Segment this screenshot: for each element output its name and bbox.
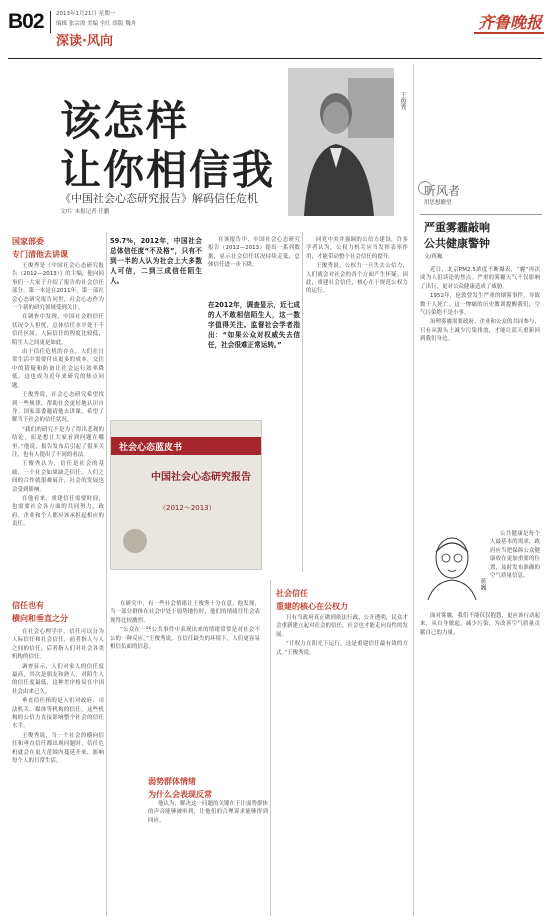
book-emblem (123, 529, 147, 553)
col1-paragraph: 在社会心理学中，信任可以分为人际信任和社会信任，前者指人与人之间的信任，后者指人们对社会各类机构的信任。 (12, 629, 104, 661)
col1-paragraph: 由于信任危机的存在，人们在日常生活中需要付出更多的成本，交往中的猜疑和防备让社会运行效率降低，这也成为近年来研究的热点问题。 (12, 349, 104, 389)
col4-paragraph: 只有当政府真正做到依法行政、公开透明，民众才会重新建立起对社会的信任，社会也才能走向良性的发展。 (276, 615, 408, 638)
sidebar-label: 听风者 (424, 184, 461, 198)
col1-paragraph: 在调查中发现，中国社会的信任状况令人担忧，总体信任水平处于不信任区间。人际信任的程度比较低，陌生人之间更是如此。 (12, 314, 104, 346)
col1-heading-4: 横向和垂直之分 (12, 614, 68, 623)
sidebar-text-top (420, 266, 540, 345)
portrait-figure (288, 68, 394, 216)
sidebar-divider (413, 64, 414, 916)
col4-paragraph: 王俊秀说，公权力一旦失去公信力，人们就会对社会的各个方面产生怀疑。因此，重建社会信任，核心在于规范公权力的运行。 (306, 263, 408, 295)
article-subtitle: 《中国社会心态研究报告》解码信任危机 (60, 192, 258, 205)
sidebar-portrait-sketch (420, 530, 486, 600)
column-3-text (110, 600, 260, 652)
masthead-divider (50, 11, 51, 33)
sidebar-label-sub: 用思想瞭望 (424, 200, 452, 206)
column-4-text-top (306, 236, 408, 297)
col1-heading-2: 专门清他去讲课 (12, 250, 68, 259)
col1-paragraph: 在他看来，重建信任需要时间，也需要社会各方面的共同努力，政府、企业和个人都应该承担起相应的责任。 (12, 495, 104, 528)
book-title: 中国社会心态研究报告 (151, 472, 251, 483)
col4-heading-2: 重建的核心在公权力 (276, 602, 348, 611)
column-1-text-b (12, 628, 104, 767)
report-book-cover (110, 420, 262, 570)
col3-paragraph: 在研究中，有一些社会情绪让王俊秀十分在意。他发现，当一部分群体在社会中处于弱势地位时，他们的情绪往往会表现得比较激烈。 (110, 601, 260, 624)
column-1-text (12, 262, 104, 530)
sidebar-text-bottom (420, 612, 540, 638)
column-2-lead: 59.7%，2012年，中国社会总体信任度“不及格”，只有不到一半的人认为社会上大多数人可信，二到三成信任陌生人。 (110, 237, 202, 285)
headline-line2: 让你相信我 (60, 146, 275, 194)
page-code: B02 (8, 10, 44, 33)
col4-paragraph: “让权力在阳光下运行，这是重建信任最有效的方式。”王俊秀说。 (276, 641, 408, 656)
col1-paragraph: 调查显示，人们对家人的信任度最高，其次是朋友和熟人，对陌生人的信任度最低，这种差序格局在中国社会由来已久。 (12, 663, 104, 695)
col3-heading: 弱势群体情绪 (148, 777, 196, 786)
sidebar-title-line2: 公共健康警钟 (424, 237, 490, 250)
date-line: 2013年1月21日 星期一 (56, 11, 116, 17)
brand-logo: 齐鲁晚报 (478, 13, 543, 32)
masthead (8, 8, 542, 58)
column-3-text-b (148, 800, 268, 826)
article-byline: 文/片 本报记者 任鹏 (60, 209, 110, 215)
sidebar-paragraph: 1952年，伦敦曾发生严重的烟雾事件，导致数千人死亡。这一惨痛的历史教训提醒我们，空气污染绝不是小事。 (420, 293, 540, 317)
column-2-text (208, 236, 300, 271)
column-divider (106, 232, 107, 916)
col1-paragraph: 王俊秀是《中国社会心态研究报告（2012—2013）》的主编，他向同事们一大家子介绍了报告的社会信任部分，第一本是在2011年，第一部社会心态研究报告问世，社会心态作为一个新的研究领域受到关注。 (12, 263, 104, 312)
column-1-head (12, 236, 104, 260)
col4-paragraph: 同党中央并强调的公信力建设，许多学者认为，公权力机关应当发挥表率作用，才能带动整个社会信任的提升。 (306, 237, 408, 260)
photo-caption: 王俊秀 (399, 92, 406, 110)
book-series-title: 社会心态蓝皮书 (119, 443, 183, 453)
sidebar-paragraph: 近日，北京PM2.5浓度不断爆表，“霾”再次成为人们谈论的焦点。严重的雾霾天气不仅影响了出行，更对公众健康造成了威胁。 (420, 267, 540, 290)
masthead-rule (8, 58, 542, 59)
col3-heading-2: 为什么会表现反常 (148, 790, 212, 799)
col1-paragraph: 王俊秀说，社会心态研究希望找到一些规律，帮助社会更好地认识自身。国家部委邀请他去讲课，希望了解当下社会的信任状况。 (12, 392, 104, 424)
column-divider (270, 580, 271, 916)
portrait-sketch-icon (420, 530, 486, 600)
column-4-text (276, 614, 408, 658)
sidebar-title-rule (420, 214, 542, 215)
sidebar-title-line1: 严重雾霾敲响 (424, 221, 490, 234)
editors-line: 编辑 张宗浚 美编 全红 组版 魏舟 (56, 21, 137, 27)
book-years: （2012～2013） (159, 504, 216, 512)
sidebar-paragraph: 面对雾霾，我们不能仅仅抱怨，更应该行动起来，从自身做起，减少污染，为改善空气质量贡献自己的力量。 (420, 613, 540, 636)
section-title: 深读·风向 (56, 34, 113, 49)
col3-paragraph: “公众在一些公共事件中表现出来的情绪常常是对社会不公的一种反应。”王俊秀说，在信任缺失的环境下，人们更容易相信负面的信息。 (110, 627, 260, 651)
col4-heading: 社会信任 (276, 589, 308, 598)
column-divider (302, 232, 303, 572)
col1-paragraph: 王俊秀说，当一个社会的横向信任和垂直信任都出现问题时，信任危机就会在更大范围内蔓延开来，影响每个人的日常生活。 (12, 732, 104, 765)
sidebar-text-right (490, 530, 540, 581)
col1-paragraph: 垂直信任指的是人们对政府、司法机关、媒体等机构的信任，这些机构的公信力直接影响整个社会的信任水平。 (12, 698, 104, 730)
sidebar-paragraph: 公共健康是每个人最基本的需求，政府应当把保障公众健康放在更加重要的位置，及时发布准确的空气质量信息。 (490, 531, 540, 580)
sidebar-byline: 文/蒋巍 (424, 254, 443, 260)
portrait-photo (288, 68, 394, 216)
sidebar-paragraph: 治理雾霾需要政府、企业和公众的共同参与，只有从源头上减少污染排放，才能让蓝天重新回到我们身边。 (420, 319, 540, 343)
sidebar-portrait-name: 蒋巍 (479, 578, 486, 590)
brand-logo-underline (474, 32, 544, 34)
column-3-head (148, 776, 268, 800)
col1-heading-3: 信任也有 (12, 601, 44, 610)
column-4-head (276, 588, 408, 612)
column-2-lead-2: 在2012年，调查显示，近七成的人不敢相信陌生人，这一数字值得关注。监督社会学者指出：“如果公众对权威失去信任，社会很难正常运转。” (208, 301, 300, 349)
col1-heading: 国家部委 (12, 237, 44, 246)
col1-paragraph: 王俊秀认为，信任是社会的基础，一个社会如果缺乏信任，人们之间的合作就很难展开，社会的发展也会受到影响。 (12, 461, 104, 493)
col1-paragraph: “我们的研究不是为了得出悲观的结论，而是想让大家看到问题在哪里。”他说，报告发布后引起了很多关注，也有人提出了不同的看法。 (12, 426, 104, 458)
col3-paragraph: 他认为，解决这一问题的关键在于让弱势群体的声音能够被听到，让他们的合理诉求能够得到回应。 (148, 801, 268, 824)
sidebar-label-circle (418, 181, 432, 195)
headline-line1: 该怎样 (60, 97, 189, 145)
column-1-head-b (12, 600, 104, 624)
col2-paragraph: 在该报告中，中国社会心态研究报告（2012—2013）提出一系列数据，显示社会信任状况持续走低，总体信任进一步下降。 (208, 237, 300, 269)
